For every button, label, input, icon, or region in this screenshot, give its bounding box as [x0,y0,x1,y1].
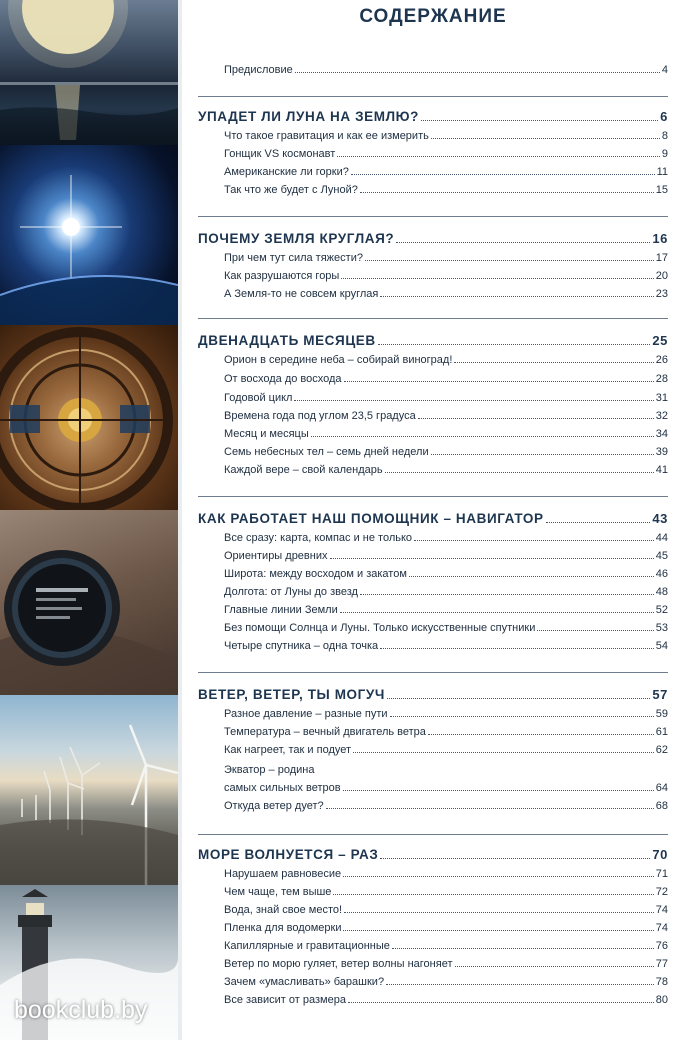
dot-leader [385,472,654,473]
toc-entry[interactable] [224,902,668,916]
toc-entry-label: Без помощи Солнца и Луны. Только искусственные спутники [224,622,536,634]
dot-leader [344,912,654,913]
dot-leader [428,734,654,735]
dot-leader [311,436,654,437]
toc-entry[interactable] [224,530,668,544]
toc-entry[interactable] [224,371,668,385]
toc-entry-label: Пленка для водомерки [224,922,342,934]
chapter-divider [198,834,668,835]
toc-entry-label: Все зависит от размера [224,994,346,1006]
chapter-divider [198,496,668,497]
toc-entry[interactable] [224,992,668,1006]
astronomical-clock-photo [0,325,178,510]
toc-entry-label: Каждой вере – свой календарь [224,464,383,476]
toc-entry-page: 48 [655,586,668,598]
chapter-page: 16 [652,231,668,246]
toc-entry-page: 72 [655,886,668,898]
dot-leader [390,716,654,717]
toc-entry-page: 54 [655,640,668,652]
toc-entry[interactable] [224,462,668,476]
toc-entry-label: Семь небесных тел – семь дней недели [224,446,429,458]
toc-entry-page: 8 [661,130,668,142]
dot-leader [380,648,654,649]
toc-entry-page: 77 [655,958,668,970]
toc-entry-label: Все сразу: карта, компас и не только [224,532,413,544]
toc-entry-label: Орион в середине неба – собирай виноград! [224,354,453,366]
toc-entry-page: 20 [655,270,668,282]
chapter-title: КАК РАБОТАЕТ НАШ ПОМОЩНИК – НАВИГАТОР [198,511,544,526]
dot-leader [360,594,654,595]
toc-entry-preface[interactable] [224,62,668,76]
toc-entry[interactable] [224,408,668,422]
bright-star-photo [0,145,178,325]
chapter-title: МОРЕ ВОЛНУЕТСЯ – РАЗ [198,847,379,862]
dot-leader [341,278,653,279]
toc-entry-page: 31 [655,392,668,404]
dot-leader [344,381,654,382]
dot-leader [454,362,653,363]
toc-entry[interactable] [224,884,668,898]
wind-turbines-photo [0,695,178,885]
chapter-page: 57 [652,687,668,702]
toc-entry[interactable] [224,974,668,988]
toc-entry[interactable] [224,584,668,598]
photo-strip [0,0,178,1040]
toc-chapter[interactable] [198,106,668,124]
toc-entry-page: 68 [655,800,668,812]
toc-entry-page: 17 [655,252,668,264]
chapter-divider [198,672,668,673]
chapter-title: ВЕТЕР, ВЕТЕР, ТЫ МОГУЧ [198,687,385,702]
dot-leader [326,808,654,809]
toc-entry-label: При чем тут сила тяжести? [224,252,363,264]
toc-entry[interactable] [224,866,668,880]
toc-entry-page: 9 [661,148,668,160]
toc-entry-label: Как разрушаются горы [224,270,340,282]
chapter-divider [198,96,668,97]
dot-leader [295,72,660,73]
toc-entry[interactable] [224,268,668,282]
chapter-page: 43 [652,511,668,526]
toc-entry-label: Долгота: от Луны до звезд [224,586,358,598]
toc-entry-page: 59 [655,708,668,720]
smartwatch-photo [0,510,178,695]
toc-entry-page: 15 [655,184,668,196]
toc-entry-page: 64 [655,782,668,794]
dot-leader [333,894,653,895]
toc-entry-page: 71 [655,868,668,880]
toc-entry-page: 44 [655,532,668,544]
toc-entry-label: Времена года под углом 23,5 градуса [224,410,416,422]
chapter-page: 6 [660,109,668,124]
chapter-title: ДВЕНАДЦАТЬ МЕСЯЦЕВ [198,333,376,348]
toc-entry-page: 78 [655,976,668,988]
dot-leader [409,576,654,577]
toc-entry-page: 26 [655,354,668,366]
toc-entry[interactable] [224,286,668,300]
dot-leader [294,400,653,401]
toc-entry-page: 23 [655,288,668,300]
toc-entry[interactable] [224,602,668,616]
dot-leader [396,242,650,243]
toc-entry[interactable] [224,426,668,440]
dot-leader [380,296,653,297]
dot-leader [378,344,651,345]
toc-entry-label: Чем чаще, тем выше [224,886,332,898]
toc-entry-page: 28 [655,373,668,385]
dot-leader [431,454,654,455]
toc-entry-label: Вода, знай свое место! [224,904,343,916]
toc-entry[interactable] [224,724,668,738]
toc-entry[interactable] [224,780,668,794]
toc-entry-label: Главные линии Земли [224,604,338,616]
toc-chapter[interactable] [198,330,668,348]
toc-entry[interactable] [224,164,668,178]
toc-entry-label: А Земля-то не совсем круглая [224,288,379,300]
dot-leader [365,260,654,261]
toc-chapter[interactable] [198,844,668,862]
toc-entry-label: Американские ли горки? [224,166,349,178]
toc-entry[interactable] [224,762,668,776]
toc-entry[interactable] [224,742,668,756]
dot-leader [537,630,653,631]
dot-leader [387,698,650,699]
toc-entry-page: 4 [661,64,668,76]
toc-entry-page: 61 [655,726,668,738]
toc-entry-label: Нарушаем равновесие [224,868,342,880]
toc-entry-page: 45 [655,550,668,562]
dot-leader [343,930,653,931]
toc-entry-label: Как нагреет, так и подует [224,744,352,756]
toc-entry[interactable] [224,638,668,652]
chapter-page: 70 [652,847,668,862]
table-of-contents [198,0,668,1040]
toc-entry-page: 39 [655,446,668,458]
toc-entry-label: Ветер по морю гуляет, ветер волны нагоняет [224,958,453,970]
toc-entry[interactable] [224,920,668,934]
toc-entry-label: Годовой цикл [224,392,293,404]
toc-entry-page: 53 [655,622,668,634]
toc-chapter[interactable] [198,684,668,702]
toc-entry[interactable] [224,146,668,160]
toc-entry[interactable] [224,444,668,458]
toc-entry[interactable] [224,706,668,720]
toc-entry-label: Экватор – родина [224,764,315,776]
toc-entry[interactable] [224,128,668,142]
toc-entry[interactable] [224,390,668,404]
toc-chapter[interactable] [198,508,668,526]
toc-entry-label: Месяц и месяцы [224,428,309,440]
dot-leader [343,790,654,791]
dot-leader [348,1002,654,1003]
toc-entry[interactable] [224,352,668,366]
toc-entry-page: 46 [655,568,668,580]
toc-entry-page: 62 [655,744,668,756]
toc-entry-label: Четыре спутника – одна точка [224,640,379,652]
dot-leader [431,138,660,139]
chapter-page: 25 [652,333,668,348]
toc-entry-label: Широта: между восходом и закатом [224,568,407,580]
dot-leader [343,876,654,877]
toc-entry-label: Капиллярные и гравитационные [224,940,390,952]
dot-leader [418,418,654,419]
toc-entry-label: Откуда ветер дует? [224,800,324,812]
moon-over-sea-photo [0,0,178,145]
toc-entry[interactable] [224,620,668,634]
dot-leader [353,752,654,753]
toc-entry-label: Температура – вечный двигатель ветра [224,726,426,738]
toc-entry-label: самых сильных ветров [224,782,341,794]
dot-leader [455,966,654,967]
toc-entry-page: 34 [655,428,668,440]
toc-entry[interactable] [224,250,668,264]
page-title: СОДЕРЖАНИЕ [359,6,507,27]
toc-entry-label: Гонщик VS космонавт [224,148,336,160]
toc-entry-label: От восхода до восхода [224,373,342,385]
watermark: bookclub.by [14,996,148,1024]
dot-leader [351,174,655,175]
toc-entry[interactable] [224,566,668,580]
toc-entry-page: 80 [655,994,668,1006]
dot-leader [392,948,654,949]
dot-leader [330,558,654,559]
toc-entry-page: 74 [655,922,668,934]
toc-entry-page: 52 [655,604,668,616]
toc-entry[interactable] [224,548,668,562]
toc-entry-page: 11 [656,166,668,178]
toc-entry-page: 76 [655,940,668,952]
toc-entry-page: 74 [655,904,668,916]
toc-entry[interactable] [224,956,668,970]
toc-entry-label: Ориентиры древних [224,550,328,562]
toc-entry-label: Так что же будет с Луной? [224,184,358,196]
toc-entry-label: Зачем «умасливать» барашки? [224,976,385,988]
toc-entry-label: Что такое гравитация и как ее измерить [224,130,429,142]
dot-leader [380,858,650,859]
chapter-divider [198,318,668,319]
toc-entry-page: 32 [655,410,668,422]
dot-leader [414,540,654,541]
dot-leader [360,192,654,193]
chapter-divider [198,216,668,217]
toc-entry-label: Разное давление – разные пути [224,708,388,720]
dot-leader [386,984,654,985]
dot-leader [337,156,660,157]
strip-edge [178,0,182,1040]
dot-leader [421,120,658,121]
toc-entry[interactable] [224,182,668,196]
dot-leader [340,612,654,613]
chapter-title: УПАДЕТ ЛИ ЛУНА НА ЗЕМЛЮ? [198,109,420,124]
toc-entry-label: Предисловие [224,64,293,76]
toc-chapter[interactable] [198,228,668,246]
dot-leader [546,522,651,523]
toc-entry-page: 41 [655,464,668,476]
toc-entry[interactable] [224,938,668,952]
chapter-title: ПОЧЕМУ ЗЕМЛЯ КРУГЛАЯ? [198,231,395,246]
toc-entry[interactable] [224,798,668,812]
